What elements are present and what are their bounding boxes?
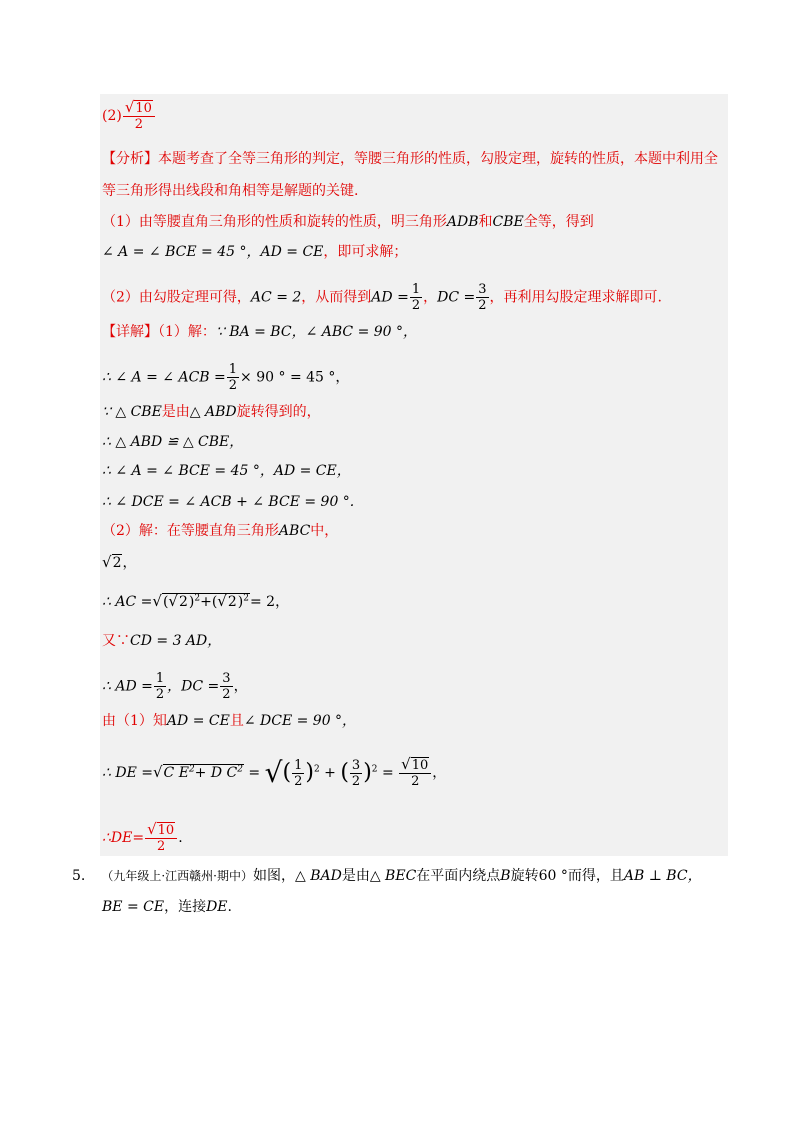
detail-line-3: ∵ △ CBE是由△ ABD旋转得到的， bbox=[102, 404, 321, 420]
sqrt-icon: √ bbox=[264, 756, 283, 789]
detail-part2-line-2: ∴ AC $=√(√2)^2+(√2)^2= 2$， bbox=[102, 592, 290, 610]
detail-line-2: ∴ ∠ A = ∠ ACB = $\frac{1}{2}$ × 90 ° = 45 °， bbox=[102, 362, 350, 393]
part2-result: (2) $\frac{√10}{2}$ bbox=[102, 100, 156, 132]
sqrt-icon: √10 bbox=[124, 98, 152, 116]
sqrt-icon: √10 bbox=[147, 820, 175, 838]
sqrt-icon: √10 bbox=[401, 755, 429, 773]
question-5-line-2: BE = CE，连接DE. bbox=[102, 899, 232, 915]
detail-line-6: ∴ ∠ DCE = ∠ ACB + ∠ BCE = 90 °. bbox=[102, 494, 355, 510]
detail-part2-line-1: √2， bbox=[102, 553, 137, 571]
detail-part2-line-4: ∴ AD = $\frac{1}{2}$ ，DC = $\frac{3}{2}$ ， bbox=[102, 671, 248, 702]
detail-part2-title: （2）解：在等腰直角三角形ABC中， bbox=[102, 523, 339, 539]
detail-part2-line-6: ∴ DE =√C $E^2+ D$ $C^2$ = √( $\frac{1}{2}$ )$^2$ + ( $\frac{3}{2}$ )$^2$ = $\frac{√10}{2}$ ， bbox=[102, 755, 447, 789]
sqrt-icon: $√(√2)^2+(√2)^2$ bbox=[152, 592, 249, 610]
sqrt-icon: √2 bbox=[102, 553, 122, 571]
question-5-line-1: 5. （九年级上·江西赣州·期中）如图，△ BAD是由△ BEC在平面内绕点B旋转60 °而得，且AB ⊥ BC， bbox=[72, 868, 702, 884]
detail-part2-line-3: 又∵CD = 3 AD， bbox=[102, 633, 222, 649]
detail-part2-line-5: 由（1）知AD = CE且∠ DCE = 90 °， bbox=[102, 713, 357, 729]
detail-line-5: ∴ ∠ A = ∠ BCE = 45 °，AD = CE， bbox=[102, 463, 351, 479]
detail-conclusion: ∴DE= $\frac{√10}{2}$ . bbox=[102, 820, 183, 854]
analysis-step-1: （1）由等腰直角三角形的性质和旋转的性质，明三角形ADB和CBE全等，得到 bbox=[102, 214, 594, 230]
analysis-line-2: 等三角形得出线段和角相等是解题的关键. bbox=[102, 183, 359, 199]
analysis-line-1: 【分析】本题考查了全等三角形的判定，等腰三角形的性质，勾股定理，旋转的性质，本题中利用全 bbox=[102, 151, 718, 167]
detail-line-4: ∴ △ ABD ≌ △ CBE， bbox=[102, 434, 244, 450]
analysis-step-2: （2）由勾股定理可得，AC = 2，从而得到AD = $\frac{1}{2}$ ，DC = $\frac{3}{2}$ ，再利用勾股定理求解即可. bbox=[102, 282, 662, 313]
sqrt-icon: √C $E^2+ D$ $C^2$ bbox=[152, 763, 243, 781]
part2-fraction: $\frac{√10}{2}$ bbox=[123, 100, 155, 132]
detail-line-1: 【详解】（1）解：∵ BA = BC，∠ ABC = 90 °， bbox=[102, 324, 418, 340]
analysis-step-1-cont: ∠ A = ∠ BCE = 45 °，AD = CE，即可求解； bbox=[102, 244, 408, 260]
